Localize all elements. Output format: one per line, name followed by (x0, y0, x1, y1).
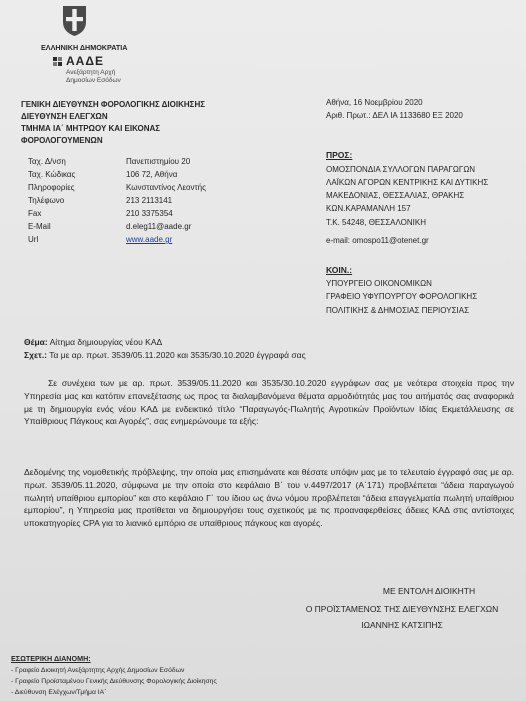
contact-value: 106 72, Αθήνα (126, 170, 178, 179)
internal-distribution-item: - Γραφείο Διοικητή Ανεξάρτητης Αρχής Δημοσίων Εσόδων (11, 667, 185, 674)
subject-text: Αίτημα δημιουργίας νέου ΚΑΔ (47, 337, 163, 347)
dept-section-cont: ΦΟΡΟΛΟΓΟΥΜΕΝΩΝ (21, 136, 103, 145)
contact-label: Ταχ. Κώδικας (28, 170, 76, 179)
dept-directorate: ΔΙΕΥΘΥΝΣΗ ΕΛΕΓΧΩΝ (21, 112, 108, 121)
contact-label: E-Mail (28, 222, 51, 231)
document-date: Αθήνα, 16 Νοεμβρίου 2020 (326, 98, 423, 107)
cc-line: ΥΠΟΥΡΓΕΙΟ ΟΙΚΟΝΟΜΙΚΩΝ (326, 279, 432, 288)
contact-value: 213 2113141 (126, 196, 173, 205)
subject-line (24, 337, 162, 347)
signature-title (284, 604, 520, 614)
signature-line-1: ΜΕ ΕΝΤΟΛΗ ΔΙΟΙΚΗΤΗ (382, 586, 476, 596)
body-paragraph-2: Δεδομένης της νομοθετικής πρόβλεψης, την οποία μας επισημάνατε και θέσατε υπόψιν μας με το τελευταίο έγγραφό σας με αρ. πρωτ. 3539/05.11.2020, σύμφωνα με την οποία στο κεφάλαιο Β΄ του ν.4497/2017 (Α΄171) προβλέπεται “άδεια παραγωγού πωλητή υπαίθριου εμπορίου” και στο κεφάλαιο Γ΄ του ίδιου ως άνω νόμου προβλέπεται “άδεια επαγγελματία πωλητή υπαίθριου εμπορίου”, η Υπηρεσία μας προτίθεται να δημιουργήσει τους σχετικούς με τις προαναφερθείσες άδειες ΚΑΔ στις αντίστοιχες υποκατηγορίες CPA για το λιανικό εμπόριο σε υπαίθριους πάγκους και αγορές. (24, 467, 514, 529)
recipient-line: ΟΜΟΣΠΟΝΔΙΑ ΣΥΛΛΟΓΩΝ ΠΑΡΑΓΩΓΩΝ (326, 165, 476, 174)
internal-distribution-item: - Διεύθυνση Ελέγχων/Τμήμα ΙΑ΄ (11, 689, 107, 696)
contact-value: 210 3375354 (126, 209, 173, 218)
recipient-line: ΚΩΝ.ΚΑΡΑΜΑΝΛΗ 157 (326, 204, 411, 213)
body-paragraph-1: Σε συνέχεια των με αρ. πρωτ. 3539/05.11.2020 και 3535/30.10.2020 εγγράφων σας με νεότερα στοιχεία προς την Υπηρεσία μας και κατόπιν επανεξέτασης ως προς τα διαλαμβανόμενα θέματα αρμοδιότητάς μας του αιτήματός σας αναφορικά με τη δημιουργία ενός νέου ΚΑΔ με ενδεικτικό τίτλο “Παραγωγός-Πωλητής Αγροτικών Προϊόντων Ιδίας Εκμετάλλευσης σε Υπαίθριους Πάγκους και Αγορές”, σας ενημερώνουμε τα εξής: (24, 378, 514, 427)
signature-line-3: ΙΩΑΝΝΗΣ ΚΑΤΣΙΠΗΣ (361, 620, 443, 630)
contact-value: Πανεπιστημίου 20 (126, 157, 191, 166)
internal-distribution-item: - Γραφείο Προϊσταμένου Γενικής Διεύθυνσης Φορολογικής Διοίκησης (11, 678, 217, 685)
subject-label: Θέμα: (24, 337, 48, 347)
dept-general-directorate: ΓΕΝΙΚΗ ΔΙΕΥΘΥΝΣΗ ΦΟΡΟΛΟΓΙΚΗΣ ΔΙΟΙΚΗΣΗΣ (21, 100, 206, 109)
contact-label: Ταχ. Δ/νση (28, 157, 66, 166)
contact-value: Κωνσταντίνος Λεοντής (126, 183, 206, 192)
contact-label: Fax (28, 209, 42, 218)
dept-section: ΤΜΗΜΑ ΙΑ΄ ΜΗΤΡΩΟΥ ΚΑΙ ΕΙΚΟΝΑΣ (21, 124, 161, 133)
aade-logo-subtitle-2: Δημοσίων Εσόδων (66, 77, 121, 84)
reference-line (24, 350, 306, 360)
greek-coat-of-arms-icon (61, 4, 88, 37)
recipient-line: Τ.Κ. 54248, ΘΕΣΣΑΛΟΝΙΚΗ (326, 218, 426, 227)
recipient-line: ΜΑΚΕΔΟΝΙΑΣ, ΘΕΣΣΑΛΙΑΣ, ΘΡΑΚΗΣ (326, 191, 465, 200)
contact-label: Πληροφορίες (28, 183, 75, 192)
email-link[interactable]: d.eleg11@aade.gr (126, 222, 192, 231)
contact-label: Τηλέφωνο (28, 196, 65, 205)
internal-distribution-label: ΕΣΩΤΕΡΙΚΗ ΔΙΑΝΟΜΗ: (11, 654, 91, 663)
cc-line: ΠΟΛΙΤΙΚΗΣ & ΔΗΜΟΣΙΑΣ ΠΕΡΙΟΥΣΙΑΣ (326, 306, 470, 315)
signature-line-2: Ο ΠΡΟΪΣΤΑΜΕΝΟΣ ΤΗΣ ΔΙΕΥΘΥΝΣΗΣ ΕΛΕΓΧΩΝ (305, 604, 499, 614)
website-link[interactable]: www.aade.gr (126, 235, 173, 244)
signatory-name (284, 620, 520, 630)
recipient-label: ΠΡΟΣ: (326, 150, 353, 160)
reference-label: Σχετ.: (24, 350, 48, 360)
recipient-email[interactable]: e-mail: omospo11@otenet.gr (326, 236, 429, 245)
cc-line: ΓΡΑΦΕΙΟ ΥΦΥΠΟΥΡΓΟΥ ΦΟΡΟΛΟΓΙΚΗΣ (326, 292, 478, 301)
signature-authority (332, 586, 526, 596)
aade-logo-mark-icon (53, 57, 65, 67)
aade-logo-text: ΑΑΔΕ (66, 54, 104, 68)
aade-logo-subtitle-1: Ανεξάρτητη Αρχή (66, 69, 116, 76)
contact-label: Url (28, 235, 39, 244)
cc-label: ΚΟΙΝ.: (326, 265, 353, 275)
protocol-number: Αριθ. Πρωτ.: ΔΕΛ ΙΑ 1133680 ΕΞ 2020 (326, 111, 463, 120)
republic-heading: ΕΛΛΗΝΙΚΗ ΔΗΜΟΚΡΑΤΙΑ (41, 43, 128, 52)
recipient-line: ΛΑΪΚΩΝ ΑΓΟΡΩΝ ΚΕΝΤΡΙΚΗΣ ΚΑΙ ΔΥΤΙΚΗΣ (326, 178, 489, 187)
reference-text: Τα με αρ. πρωτ. 3539/05.11.2020 και 3535/30.10.2020 έγγραφά σας (47, 350, 306, 360)
